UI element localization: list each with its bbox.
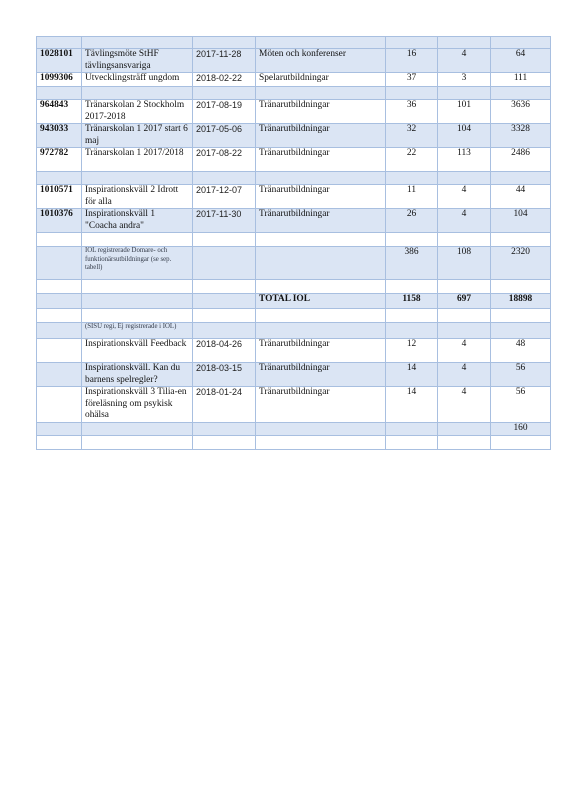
activity-type-cell: [256, 422, 386, 435]
activity-date-cell: 2017-11-28: [193, 49, 256, 73]
activity-type-cell: Tränarutbildningar: [256, 387, 386, 423]
activity-id-cell: [37, 323, 82, 339]
participants-cell: 12: [386, 339, 438, 363]
total-hours-cell: 160: [491, 422, 551, 435]
activity-date-cell: [193, 323, 256, 339]
activity-type-cell: [256, 309, 386, 323]
activity-type-cell: [256, 435, 386, 449]
total-hours-cell: [491, 233, 551, 247]
activity-id-cell: [37, 363, 82, 387]
participants-cell: [386, 435, 438, 449]
table-row: [37, 233, 551, 247]
total-hours-cell: [491, 37, 551, 49]
total-hours-cell: 2486: [491, 148, 551, 172]
table-row: [37, 100, 551, 124]
activity-type-cell: [256, 87, 386, 100]
activity-id-cell: [37, 87, 82, 100]
activity-id-cell: 964843: [37, 100, 82, 124]
activity-date-cell: [193, 172, 256, 185]
hours-cell: 4: [438, 363, 491, 387]
activity-id-cell: [37, 422, 82, 435]
participants-cell: [386, 37, 438, 49]
activity-id-cell: [37, 435, 82, 449]
activity-name-cell: Tränarskolan 2 Stockholm 2017-2018: [82, 100, 193, 124]
activity-date-cell: [193, 247, 256, 280]
participants-cell: 22: [386, 148, 438, 172]
table-row: [37, 209, 551, 233]
table-row: [37, 37, 551, 49]
total-hours-cell: 44: [491, 185, 551, 209]
hours-cell: [438, 323, 491, 339]
activity-name-cell: Tränarskolan 1 2017 start 6 maj: [82, 124, 193, 148]
table-row: [37, 148, 551, 172]
hours-cell: [438, 87, 491, 100]
participants-cell: 26: [386, 209, 438, 233]
hours-cell: [438, 435, 491, 449]
activity-date-cell: 2017-05-06: [193, 124, 256, 148]
activity-id-cell: [37, 247, 82, 280]
participants-cell: 16: [386, 49, 438, 73]
activity-id-cell: [37, 309, 82, 323]
total-hours-cell: 104: [491, 209, 551, 233]
participants-cell: [386, 87, 438, 100]
activity-date-cell: [193, 280, 256, 294]
activity-name-cell: IOL registrerade Domare- och funktionärsutbildningar (se sep. tabell): [82, 247, 193, 280]
activity-name-cell: Utvecklingsträff ungdom: [82, 73, 193, 87]
activity-name-cell: [82, 309, 193, 323]
total-hours-cell: 111: [491, 73, 551, 87]
activity-name-cell: Tränarskolan 1 2017/2018: [82, 148, 193, 172]
total-hours-cell: 2320: [491, 247, 551, 280]
table-row: [37, 387, 551, 423]
activity-id-cell: [37, 37, 82, 49]
hours-cell: 4: [438, 339, 491, 363]
activity-name-cell: Inspirationskväll 3 Tilia-en föreläsning om psykisk ohälsa: [82, 387, 193, 423]
participants-cell: [386, 422, 438, 435]
participants-cell: [386, 323, 438, 339]
activity-name-cell: Inspirationskväll 1 "Coacha andra": [82, 209, 193, 233]
activity-name-cell: [82, 435, 193, 449]
activity-type-cell: [256, 323, 386, 339]
activity-date-cell: [193, 37, 256, 49]
total-hours-cell: 56: [491, 387, 551, 423]
activity-name-cell: [82, 294, 193, 309]
activity-id-cell: 943033: [37, 124, 82, 148]
activity-type-cell: Tränarutbildningar: [256, 124, 386, 148]
total-hours-cell: [491, 87, 551, 100]
participants-cell: 14: [386, 387, 438, 423]
total-hours-cell: 56: [491, 363, 551, 387]
activity-id-cell: [37, 294, 82, 309]
table-row: [37, 73, 551, 87]
hours-cell: [438, 37, 491, 49]
hours-cell: [438, 233, 491, 247]
participants-cell: [386, 233, 438, 247]
activity-date-cell: 2018-02-22: [193, 73, 256, 87]
activity-type-cell: Tränarutbildningar: [256, 148, 386, 172]
total-hours-cell: [491, 172, 551, 185]
total-hours-cell: [491, 309, 551, 323]
hours-cell: 697: [438, 294, 491, 309]
activity-date-cell: [193, 422, 256, 435]
total-row: [37, 294, 551, 309]
participants-cell: 386: [386, 247, 438, 280]
activity-type-cell: [256, 37, 386, 49]
total-hours-cell: [491, 280, 551, 294]
activity-type-cell: TOTAL IOL: [256, 294, 386, 309]
table-row: [37, 422, 551, 435]
total-hours-cell: [491, 323, 551, 339]
hours-cell: 104: [438, 124, 491, 148]
activity-date-cell: 2017-12-07: [193, 185, 256, 209]
activity-type-cell: [256, 280, 386, 294]
activity-type-cell: [256, 247, 386, 280]
activity-name-cell: [82, 233, 193, 247]
table-row: [37, 280, 551, 294]
activity-table: [36, 36, 551, 450]
table-row: [37, 172, 551, 185]
table-row: [37, 323, 551, 339]
participants-cell: 1158: [386, 294, 438, 309]
activity-date-cell: 2017-08-22: [193, 148, 256, 172]
hours-cell: 101: [438, 100, 491, 124]
activity-date-cell: 2018-01-24: [193, 387, 256, 423]
participants-cell: 37: [386, 73, 438, 87]
hours-cell: [438, 309, 491, 323]
activity-id-cell: 972782: [37, 148, 82, 172]
activity-date-cell: [193, 435, 256, 449]
activity-id-cell: [37, 387, 82, 423]
activity-name-cell: Tävlingsmöte StHF tävlingsansvariga: [82, 49, 193, 73]
activity-type-cell: Tränarutbildningar: [256, 185, 386, 209]
hours-cell: 4: [438, 49, 491, 73]
table-row: [37, 339, 551, 363]
participants-cell: [386, 309, 438, 323]
total-hours-cell: [491, 435, 551, 449]
activity-type-cell: Tränarutbildningar: [256, 339, 386, 363]
hours-cell: [438, 422, 491, 435]
activity-id-cell: [37, 280, 82, 294]
hours-cell: 113: [438, 148, 491, 172]
activity-type-cell: [256, 172, 386, 185]
participants-cell: 32: [386, 124, 438, 148]
table-body: [37, 37, 551, 450]
table-row: [37, 435, 551, 449]
activity-date-cell: [193, 309, 256, 323]
total-hours-cell: 18898: [491, 294, 551, 309]
activity-id-cell: [37, 233, 82, 247]
activity-name-cell: [82, 87, 193, 100]
participants-cell: 11: [386, 185, 438, 209]
hours-cell: 4: [438, 387, 491, 423]
activity-date-cell: 2017-11-30: [193, 209, 256, 233]
activity-type-cell: Möten och konferenser: [256, 49, 386, 73]
activity-type-cell: Tränarutbildningar: [256, 209, 386, 233]
participants-cell: 36: [386, 100, 438, 124]
participants-cell: 14: [386, 363, 438, 387]
activity-id-cell: 1028101: [37, 49, 82, 73]
activity-name-cell: Inspirationskväll. Kan du barnens spelregler?: [82, 363, 193, 387]
total-hours-cell: 64: [491, 49, 551, 73]
participants-cell: [386, 172, 438, 185]
table-row: [37, 363, 551, 387]
activity-name-cell: [82, 172, 193, 185]
hours-cell: [438, 280, 491, 294]
hours-cell: 108: [438, 247, 491, 280]
table-row: [37, 124, 551, 148]
table-row: [37, 309, 551, 323]
hours-cell: 4: [438, 209, 491, 233]
activity-date-cell: [193, 233, 256, 247]
activity-date-cell: 2018-04-26: [193, 339, 256, 363]
activity-date-cell: 2018-03-15: [193, 363, 256, 387]
activity-type-cell: Tränarutbildningar: [256, 100, 386, 124]
activity-id-cell: 1010571: [37, 185, 82, 209]
hours-cell: 3: [438, 73, 491, 87]
table-row: [37, 87, 551, 100]
activity-type-cell: [256, 233, 386, 247]
activity-name-cell: [82, 37, 193, 49]
activity-id-cell: [37, 339, 82, 363]
activity-id-cell: [37, 172, 82, 185]
activity-date-cell: [193, 87, 256, 100]
activity-name-cell: Inspirationskväll 2 Idrott för alla: [82, 185, 193, 209]
activity-id-cell: 1010376: [37, 209, 82, 233]
hours-cell: 4: [438, 185, 491, 209]
activity-type-cell: Tränarutbildningar: [256, 363, 386, 387]
table-row: [37, 247, 551, 280]
activity-name-cell: [82, 280, 193, 294]
table-row: [37, 185, 551, 209]
activity-id-cell: 1099306: [37, 73, 82, 87]
activity-type-cell: Spelarutbildningar: [256, 73, 386, 87]
total-hours-cell: 48: [491, 339, 551, 363]
total-hours-cell: 3636: [491, 100, 551, 124]
activity-name-cell: (SISU regi, Ej registrerade i IOL): [82, 323, 193, 339]
activity-date-cell: [193, 294, 256, 309]
activity-date-cell: 2017-08-19: [193, 100, 256, 124]
table-row: [37, 49, 551, 73]
total-hours-cell: 3328: [491, 124, 551, 148]
activity-name-cell: [82, 422, 193, 435]
participants-cell: [386, 280, 438, 294]
hours-cell: [438, 172, 491, 185]
activity-name-cell: Inspirationskväll Feedback: [82, 339, 193, 363]
